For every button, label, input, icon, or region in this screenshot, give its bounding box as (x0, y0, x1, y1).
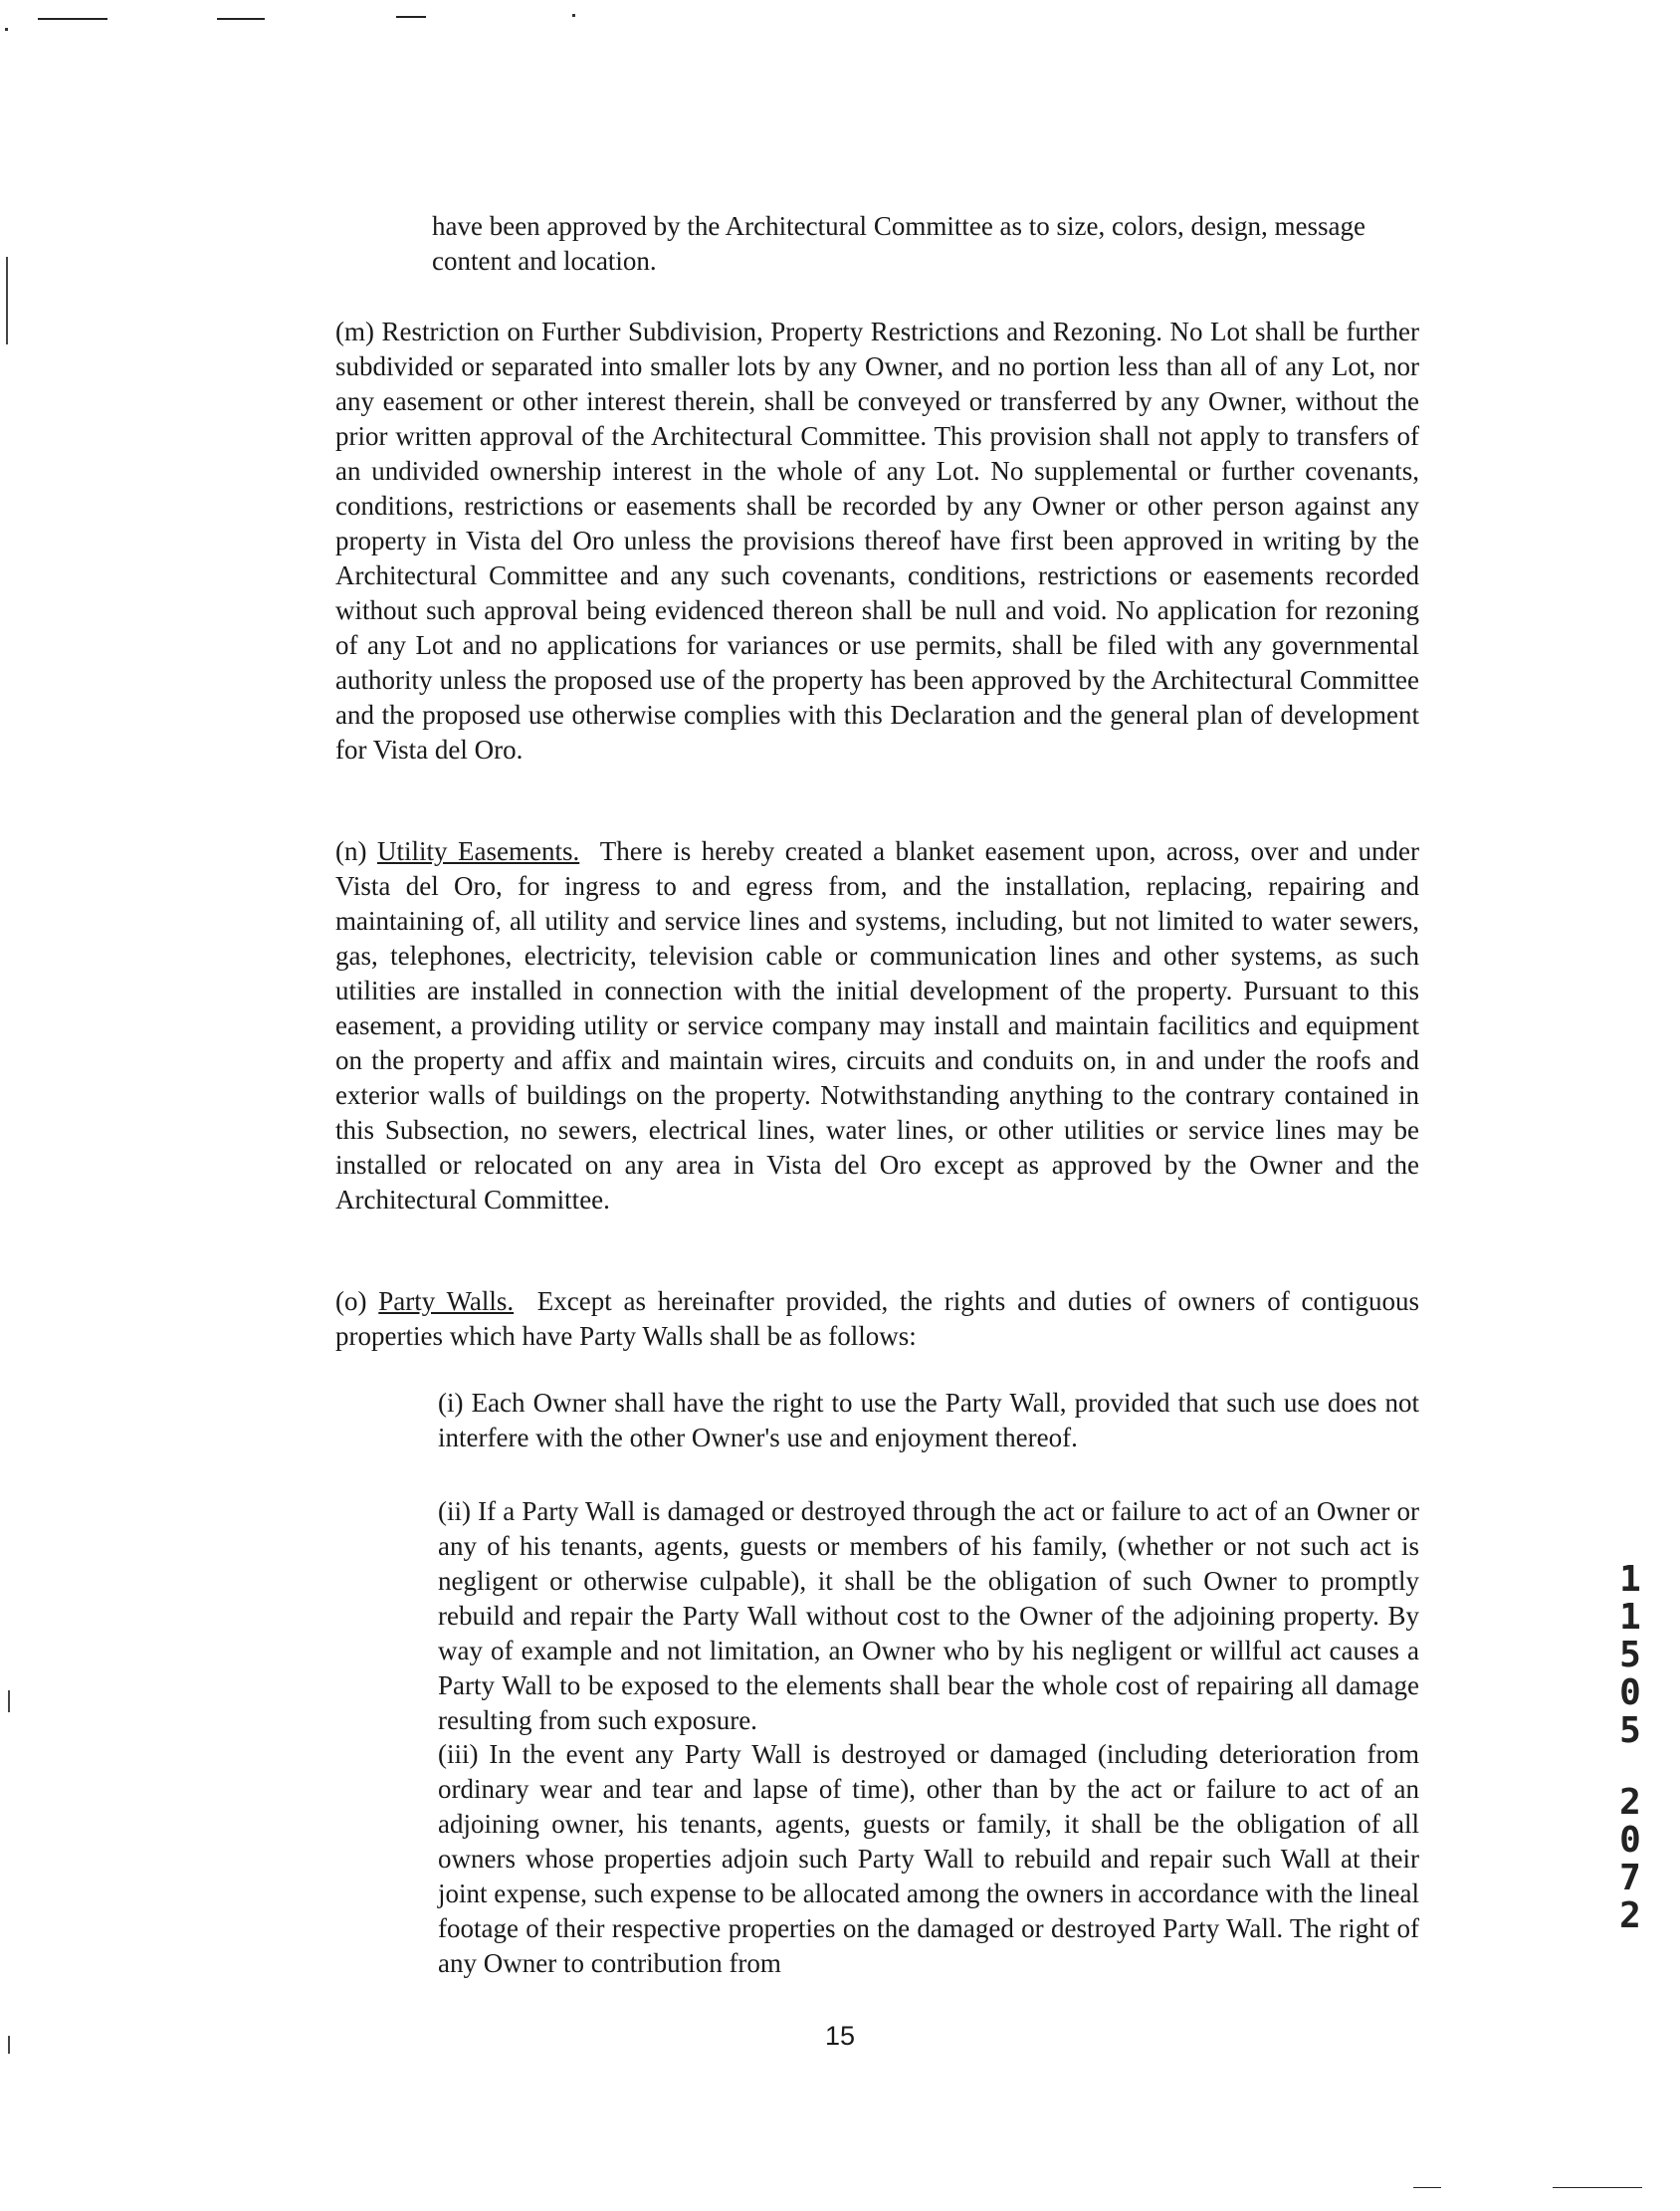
scan-artifact-line (396, 16, 426, 18)
section-o-paragraph (335, 1284, 1419, 1354)
scan-artifact-margin-line (6, 257, 8, 344)
section-n-title: Utility Easements. (377, 836, 580, 866)
stamp-digit: 1 (1619, 1559, 1641, 1600)
section-o-text: Except as hereinafter provided, the rights and duties of owners of contiguous properties which have Party Walls shall be as follows: (335, 1286, 1420, 1351)
stamp-digit: 0 (1619, 1820, 1641, 1861)
section-m-label: (m) (335, 317, 374, 346)
subsection-iii-paragraph: (iii) In the event any Party Wall is destroyed or damaged (including deterioration from ordinary wear and tear and lapse of time), other than by the act or failure to act of an adjoining owner, his tenants, agents, guests or family, it shall be the obligation of all owners whose properties adjoin such Party Wall to rebuild and repair such Wall at their joint expense, such expense to be allocated among the owners in accordance with the lineal footage of their respective properties on the damaged or destroyed Party Wall. The right of any Owner to contribution from (438, 1739, 1419, 1978)
scan-artifact-line (1413, 2187, 1441, 2188)
stamp-digit: 2 (1619, 1895, 1641, 1936)
section-n-label: (n) (335, 836, 367, 866)
scan-artifact-dot (5, 28, 8, 31)
scan-artifact-dot (572, 14, 575, 17)
scan-artifact-line (217, 18, 265, 20)
page-number: 15 (824, 2021, 856, 2051)
section-n-paragraph (335, 834, 1419, 1217)
section-m-text: Restriction on Further Subdivision, Property Restrictions and Rezoning. No Lot shall be further subdivided or separated into smaller lots by any Owner, and no portion less than all of any Lot, nor any easement or other interest therein, shall be conveyed or transferred by any Owner, without the prior written approval of the Architectural Committee. This provision shall not apply to transfers of an undivided ownership interest in the whole of any Lot. No supplemental or further covenants, conditions, restrictions or easements shall be recorded by any Owner or other person against any property in Vista del Oro unless the provisions thereof have first been approved in writing by the Architectural Committee and any such covenants, conditions, restrictions or easements recorded without such approval being evidenced thereon shall be null and void. No application for rezoning of any Lot and no applications for variances or use permits, shall be filed with any governmental authority unless the proposed use of the property has been approved by the Architectural Committee and the proposed use otherwise complies with this Declaration and the general plan of development for Vista del Oro. (335, 317, 1420, 765)
scan-artifact-line (1553, 2187, 1642, 2188)
stamp-digit: 0 (1619, 1672, 1641, 1713)
stamp-digit: 5 (1619, 1710, 1641, 1751)
stamp-digit: 7 (1619, 1858, 1641, 1898)
subsection-ii-paragraph: (ii) If a Party Wall is damaged or destroyed through the act or failure to act of an Owner or any of his tenants, agents, guests or members of his family, (whether or not such act is negligent or otherwise culpable), it shall be the obligation of such Owner to promptly rebuild and repair the Party Wall without cost to the Owner of the adjoining property. By way of example and not limitation, an Owner who by his negligent or willful act causes a Party Wall to be exposed to the elements shall bear the whole cost of repairing all damage resulting from such exposure. (438, 1496, 1419, 1735)
stamp-digit: 1 (1619, 1597, 1641, 1638)
scan-artifact-line (38, 18, 107, 20)
section-o-title: Party Walls. (378, 1286, 515, 1316)
stamp-digit: 5 (1619, 1635, 1641, 1675)
section-n-text: There is hereby created a blanket easement upon, across, over and under Vista del Oro, for ingress to and egress from, and the installation, replacing, repairing and maintaining of, all utility and service lines and systems, including, but not limited to water sewers, gas, telephones, electricity, television cable or communication lines and other systems, as such utilities are installed in connection with the initial development of the property. Pursuant to this easement, a providing utility or service company may install and maintain facilitics and equipment on the property and affix and maintain wires, circuits and conduits on, in and under the roofs and exterior walls of buildings on the property. Notwithstanding anything to the contrary contained in this Subsection, no sewers, electrical lines, water lines, or other utilities or service lines may be installed or relocated on any area in Vista del Oro except as approved by the Owner and the Architectural Committee. (335, 836, 1420, 1215)
subsection-i-paragraph: (i) Each Owner shall have the right to use the Party Wall, provided that such use does not interfere with the other Owner's use and enjoyment thereof. (438, 1388, 1419, 1452)
section-o-label: (o) (335, 1286, 367, 1316)
section-m-paragraph (335, 315, 1419, 768)
continuation-paragraph: have been approved by the Architectural Committee as to size, colors, design, message content and location. (432, 211, 1365, 276)
recording-stamp (1610, 1561, 1650, 1935)
stamp-gap (1610, 1750, 1650, 1784)
scan-artifact-margin-line (8, 1690, 10, 1712)
stamp-digit: 2 (1619, 1782, 1641, 1823)
